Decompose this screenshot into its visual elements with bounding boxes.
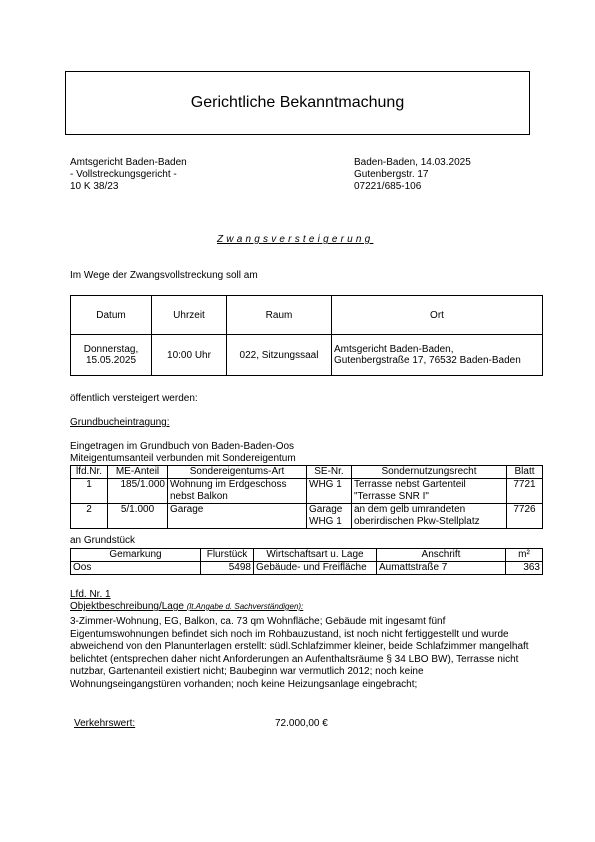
unit-special-right: an dem gelb umrandeten oberirdischen Pkw-Stellplatz xyxy=(352,504,507,529)
plot-header: Anschrift xyxy=(377,549,506,562)
intro-text: Im Wege der Zwangsvollstreckung soll am xyxy=(70,270,258,281)
plot-area: 363 xyxy=(506,562,543,575)
units-header: lfd.Nr. xyxy=(71,466,108,479)
plot-address: Aumattstraße 7 xyxy=(377,562,506,575)
plot-parcel: 5498 xyxy=(201,562,254,575)
file-number: 10 K 38/23 xyxy=(70,181,119,192)
unit-type: Garage xyxy=(168,504,307,529)
court-dept: - Vollstreckungsgericht - xyxy=(70,169,177,180)
plot-header: Gemarkung xyxy=(71,549,201,562)
header-room: Raum xyxy=(227,296,332,335)
units-header: Sondernutzungsrecht xyxy=(352,466,507,479)
place-date: Baden-Baden, 14.03.2025 xyxy=(354,157,471,168)
unit-sheet: 7726 xyxy=(507,504,543,529)
unit-special-right: Terrasse nebst Gartenteil "Terrasse SNR I" xyxy=(352,479,507,504)
object-description: 3-Zimmer-Wohnung, EG, Balkon, ca. 73 qm Wohnfläche; Gebäude mit ingesamt fünf Eigentumswohnungen befindet sich noch im Rohbauzustand, ist noch nicht fertiggestellt und wurde abweichend von den Planunterlagen erstellt: südl.Schlafzimmer kleiner, beide Schlafzimmer mangelhaft belichtet (entsprechen daher nicht Anforderungen an Aufenthaltsräume § 34 LBO BW), Terrasse nicht nutzbar, Gartenanteil existiert nicht; Baubeginn war vermutlich 2012; noch keine Wohnungseingangstüren vorhanden; noch keine Heizungsanlage eingebracht; xyxy=(70,616,529,690)
unit-no: 2 xyxy=(71,504,108,529)
schedule-place: Amtsgericht Baden-Baden, Gutenbergstraße 17, 76532 Baden-Baden xyxy=(332,335,543,376)
units-table xyxy=(70,465,543,529)
header-time: Uhrzeit xyxy=(152,296,227,335)
schedule-time: 10:00 Uhr xyxy=(152,335,227,376)
units-header: Sondereigentums-Art xyxy=(168,466,307,479)
plot-header: m² xyxy=(506,549,543,562)
units-header: SE-Nr. xyxy=(307,466,352,479)
object-note: (lt.Angabe d. Sachverständigen): xyxy=(186,602,304,611)
section-heading: Zwangsversteigerung xyxy=(217,234,374,245)
page-title: Gerichtliche Bekanntmachung xyxy=(190,94,405,111)
court-name: Amtsgericht Baden-Baden xyxy=(70,157,187,168)
table-row xyxy=(71,479,543,504)
plot-header: Wirtschaftsart u. Lage xyxy=(254,549,377,562)
unit-share: 185/1.000 xyxy=(108,479,168,504)
unit-sheet: 7721 xyxy=(507,479,543,504)
land-register-line: Eingetragen im Grundbuch von Baden-Baden-Oos xyxy=(70,441,295,452)
unit-no: 1 xyxy=(71,479,108,504)
table-row xyxy=(71,504,543,529)
schedule-room: 022, Sitzungssaal xyxy=(227,335,332,376)
unit-share: 5/1.000 xyxy=(108,504,168,529)
value-amount: 72.000,00 € xyxy=(275,718,328,729)
land-register-heading: Grundbucheintragung: xyxy=(70,417,170,428)
header-place: Ort xyxy=(332,296,543,335)
value-label: Verkehrswert: xyxy=(74,718,136,729)
unit-se-no: WHG 1 xyxy=(307,479,352,504)
units-header: ME-Anteil xyxy=(108,466,168,479)
header-date: Datum xyxy=(71,296,152,335)
title-box xyxy=(65,71,530,135)
unit-type: Wohnung im Erdgeschoss nebst Balkon xyxy=(168,479,307,504)
schedule-date: Donnerstag, 15.05.2025 xyxy=(71,335,152,376)
unit-se-no: Garage WHG 1 xyxy=(307,504,352,529)
court-street: Gutenbergstr. 17 xyxy=(354,169,429,180)
table-row xyxy=(71,562,543,575)
plot-header: Flurstück xyxy=(201,549,254,562)
plot-district: Oos xyxy=(71,562,201,575)
auction-text: öffentlich versteigert werden: xyxy=(70,393,198,404)
object-heading: Objektbeschreibung/Lage (lt.Angabe d. Sachverständigen): xyxy=(70,601,304,612)
court-phone: 07221/685-106 xyxy=(354,181,422,192)
units-header: Blatt xyxy=(507,466,543,479)
plot-table xyxy=(70,548,543,575)
plot-label: an Grundstück xyxy=(70,535,136,546)
schedule-table xyxy=(70,295,543,376)
land-register-line: Miteigentumsanteil verbunden mit Sondereigentum xyxy=(70,453,296,464)
lfd-number: Lfd. Nr. 1 xyxy=(70,589,111,600)
plot-usage: Gebäude- und Freifläche xyxy=(254,562,377,575)
